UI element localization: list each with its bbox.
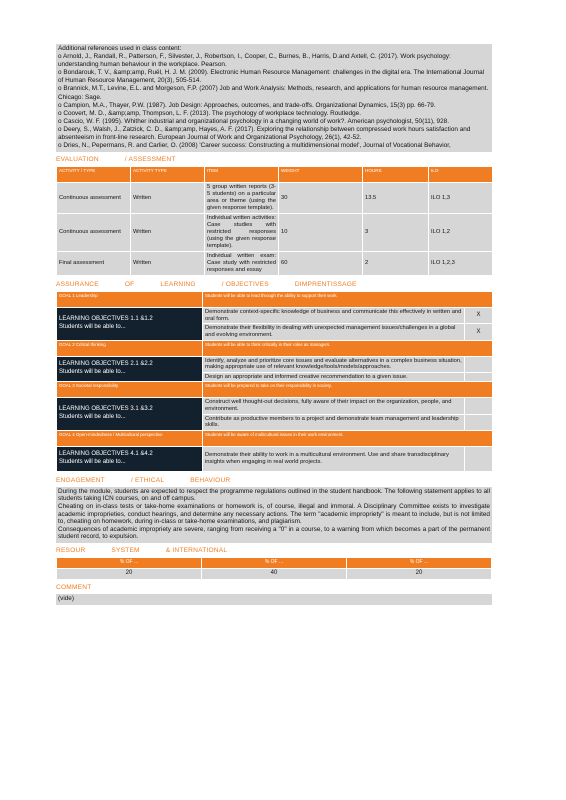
resources-header: % OF ... xyxy=(202,557,347,568)
comment-value: (vide) xyxy=(56,594,492,605)
objective-description: Demonstrate their flexibility in dealing with unexpected management issues/challenges in a global and evolving environment. xyxy=(203,324,465,340)
evaluation-type: Written xyxy=(131,183,205,214)
objective-label-line: LEARNING OBJECTIVES 2.1 &2.2 xyxy=(59,361,153,368)
resources-value: 20 xyxy=(347,568,492,579)
engagement-title-part: ENGAGEMENT xyxy=(56,476,105,484)
objective-label xyxy=(57,356,203,382)
reference-item: o Dries, N., Pepermans, R. and Carlier, O. (2008) 'Career success: Constructing a multidimensional model', Journal of Vocational Behavior, xyxy=(58,142,451,150)
evaluation-title-part: / ASSESSMENT xyxy=(124,156,176,164)
goal-header-row xyxy=(57,430,493,446)
reference-item: o Campion, M.A., Thayer, P.W. (1987). Job Design: Approaches, outcomes, and trade-offs. Organizational Dynamics, 15(3) pp. 66-79. xyxy=(58,101,436,109)
objective-label-line: Students will be able to... xyxy=(59,323,126,330)
goal-header-row xyxy=(57,340,493,356)
objective-mark xyxy=(465,356,493,372)
comment-title: COMMENT xyxy=(56,583,92,591)
evaluation-header: ITEM xyxy=(205,167,279,183)
evaluation-table xyxy=(56,166,493,276)
assurance-title-part: ASSURANCE xyxy=(56,281,99,289)
table-row xyxy=(57,252,493,276)
reference-item: o Brannick, M.T., Levine, E.L. and Morgeson, F.P. (2007) Job and Work Analysis: Methods, research, and applications for human resource management. Chicago: Sage. xyxy=(58,85,489,101)
resources-value: 40 xyxy=(202,568,347,579)
evaluation-hours: 2 xyxy=(363,252,429,276)
evaluation-item: Individual written activities: Case studies with restricted responses (using the given response template). xyxy=(205,214,279,252)
resources-title-part: & INTERNATIONAL xyxy=(165,546,228,554)
engagement-title xyxy=(56,476,492,485)
evaluation-header-row xyxy=(57,167,493,183)
engagement-paragraph: During the module, students are expected to respect the programme regulations outlined in the student handbook. The following statement applies to all students taking ICN courses, on and off campus. xyxy=(58,487,490,503)
assurance-title-part: LEARNING xyxy=(160,281,196,289)
evaluation-type: Written xyxy=(131,252,205,276)
resources-header: % OF ... xyxy=(347,557,492,568)
evaluation-weight: 60 xyxy=(279,252,363,276)
objective-mark xyxy=(465,446,493,471)
evaluation-header: ACTIVITY TYPE xyxy=(131,167,205,183)
engagement-paragraph: Consequences of academic impropriety are severe, ranging from receiving a "0" in a course, to a warning from which becomes a part of the permanent student record, to expulsion. xyxy=(58,525,490,541)
objective-description: Demonstrate context-specific knowledge of business and communicate this effectively in written and oral form. xyxy=(203,308,465,324)
evaluation-item: 5 group written reports (3-5 students) on a particular area or theme (using the given response template). xyxy=(205,183,279,214)
resources-value: 20 xyxy=(57,568,202,579)
objective-label-line: Students will be able to... xyxy=(59,368,126,375)
resources-title-part: RESOUR xyxy=(56,546,86,554)
evaluation-title xyxy=(56,155,492,164)
goal-header-left: GOAL 4 Open-mindedness / Multicultural perspective xyxy=(57,430,203,446)
objective-label-line: Students will be able to... xyxy=(59,414,126,421)
references-heading: Additional references used in class content: xyxy=(58,45,182,52)
objective-mark xyxy=(465,414,493,430)
objective-description: Construct well thought-out decisions, fully aware of their impact on the organization, people, and environment. xyxy=(203,398,465,414)
evaluation-activity: Continuous assessment xyxy=(57,183,131,214)
objective-mark xyxy=(465,398,493,414)
reference-item: o Cascio, W. F. (1995). Whither industrial and organizational psychology in a changing world of work?. American psychologist, 50(11), 928. xyxy=(58,117,449,125)
syllabus-page xyxy=(56,44,492,605)
table-row xyxy=(57,308,493,324)
evaluation-header: ACTIVITY / TYPE xyxy=(57,167,131,183)
objective-mark: X xyxy=(465,308,493,324)
objective-label xyxy=(57,308,203,340)
resources-title-part: SYSTEM xyxy=(111,546,140,554)
goal-header-row xyxy=(57,382,493,398)
goal-header-right: Students will be aware of multicultural issues in their work environment. xyxy=(203,430,493,446)
assurance-table xyxy=(56,291,493,472)
objective-description: Identify, analyze and prioritize core issues and evaluate alternatives in a complex business situation, making appropriate use of relevant knowledge/tools/models/approaches. xyxy=(203,356,465,372)
evaluation-type: Written xyxy=(131,214,205,252)
table-row xyxy=(57,398,493,414)
engagement-block xyxy=(56,487,492,543)
table-row xyxy=(57,356,493,372)
objective-mark xyxy=(465,372,493,382)
goal-header-right: Students will be prepared to take on their responsibility in society. xyxy=(203,382,493,398)
evaluation-activity: Final assessment xyxy=(57,252,131,276)
evaluation-header: ILO xyxy=(429,167,493,183)
table-row xyxy=(57,568,492,579)
reference-item: o Coovert, M. D., &amp;amp, Thompson, L. F. (2013). The psychology of workplace technology. Routledge. xyxy=(58,109,361,117)
assurance-title-part: DIMPRENTISSAGE xyxy=(294,281,357,289)
objective-label-line: Students will be able to... xyxy=(59,458,126,465)
objective-label xyxy=(57,398,203,430)
resources-header: % OF ... xyxy=(57,557,202,568)
engagement-title-part: / ETHICAL xyxy=(130,476,165,484)
evaluation-ilo: ILO 1,2,3 xyxy=(429,252,493,276)
references-block xyxy=(56,44,492,152)
evaluation-hours: 3 xyxy=(363,214,429,252)
evaluation-header: HOURS xyxy=(363,167,429,183)
objective-description: Demonstrate their ability to work in a multicultural environment. Use and share transdisciplinary insights when engaging in real world projects. xyxy=(203,446,465,471)
table-row xyxy=(57,446,493,471)
reference-item: o Arnold, J., Randall, R., Patterson, F., Silvester, J., Robertson, I., Cooper, C., Burnes, B., Harris, D.and Axtell, C. (2017). Work psychology: understanding human behaviour in the workplace. Pearson. xyxy=(58,53,451,69)
assurance-title xyxy=(56,280,492,289)
goal-header-left: GOAL 1 Leadership xyxy=(57,292,203,308)
evaluation-item: Individual written exam: Case study with restricted responses and essay xyxy=(205,252,279,276)
goal-header-right: Students will be able to think critically in their roles as managers. xyxy=(203,340,493,356)
resources-header-row xyxy=(57,557,492,568)
evaluation-weight: 30 xyxy=(279,183,363,214)
goal-header-right: Students will be able to lead through the ability to support their work. xyxy=(203,292,493,308)
evaluation-weight: 10 xyxy=(279,214,363,252)
reference-item: o Bondarouk, T. V., &amp;amp, Ruël, H. J. M. (2009). Electronic Human Resource Management: challenges in the digital era. The International Journal of Human Resource Management, 20(3), 505-514. xyxy=(58,69,485,85)
engagement-paragraph: Cheating on in-class tests or take-home examinations or homework is, of course, illegal and immoral. A Disciplinary Committee exists to investigate academic improprieties, conduct hearings, and determine any necessary actions. The term "academic impropriety" is meant to include, but is not limited to, cheating on homework, during in-class or take-home examinations, and plagiarism. xyxy=(58,502,490,526)
evaluation-ilo: ILO 1,3 xyxy=(429,183,493,214)
table-row xyxy=(57,214,493,252)
evaluation-hours: 13.5 xyxy=(363,183,429,214)
reference-item: o Deery, S., Walsh, J., Zatzick, C. D., &amp;amp, Hayes, A. F. (2017). Exploring the relationship between compressed work hours satisfaction and absenteeism in front-line research. European Journal of Work and Organizational Psychology, 26(1), 42-52. xyxy=(58,125,471,142)
objective-mark: X xyxy=(465,324,493,340)
assurance-title-part: OF xyxy=(124,281,135,289)
evaluation-header: WEIGHT xyxy=(279,167,363,183)
assurance-title-part: / OBJECTIVES xyxy=(221,281,269,289)
evaluation-activity: Continuous assessment xyxy=(57,214,131,252)
objective-label-line: LEARNING OBJECTIVES 4.1 &4.2 xyxy=(59,451,153,458)
objective-label-line: LEARNING OBJECTIVES 3.1 &3.2 xyxy=(59,406,153,413)
table-row xyxy=(57,183,493,214)
evaluation-title-part: EVALUATION xyxy=(56,156,99,164)
evaluation-ilo: ILO 1,2 xyxy=(429,214,493,252)
objective-label xyxy=(57,446,203,471)
goal-header-left: GOAL 3 Societal responsibility xyxy=(57,382,203,398)
objective-description: Contribute as productive members to a project and demonstrate team management and leadership skills. xyxy=(203,414,465,430)
objective-label-line: LEARNING OBJECTIVES 1.1 &1.2 xyxy=(59,316,153,323)
resources-table xyxy=(56,557,492,580)
goal-header-row xyxy=(57,292,493,308)
resources-title xyxy=(56,546,492,555)
objective-description: Design an appropriate and informed creative recommendation to a given issue. xyxy=(203,372,465,382)
engagement-title-part: BEHAVIOUR xyxy=(190,476,231,484)
goal-header-left: GOAL 2 Critical thinking xyxy=(57,340,203,356)
